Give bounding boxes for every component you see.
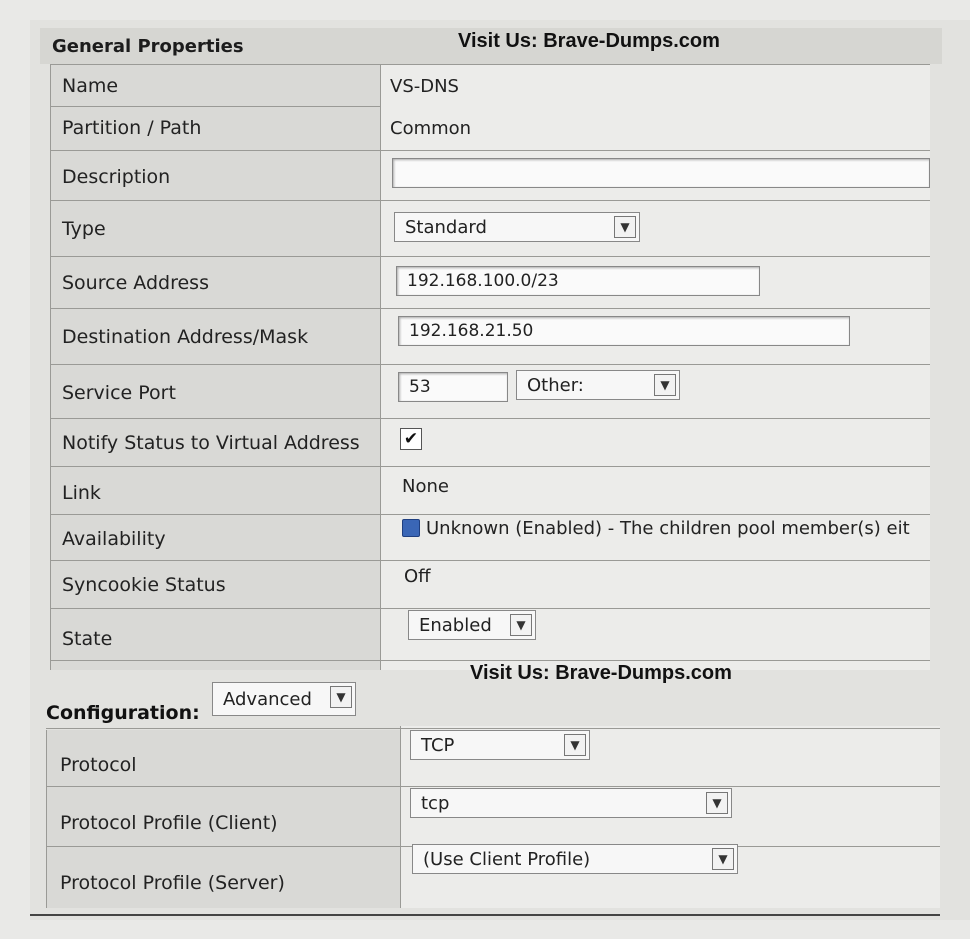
chevron-down-icon: ▼ (712, 848, 734, 870)
partition-label: Partition / Path (62, 117, 202, 139)
row-divider (46, 728, 940, 729)
chevron-down-icon: ▼ (510, 614, 532, 636)
client-profile-label: Protocol Profile (Client) (60, 812, 278, 834)
notify-status-checkbox[interactable] (400, 428, 422, 450)
state-label: State (62, 628, 113, 650)
chevron-down-icon: ▼ (614, 216, 636, 238)
left-border (50, 64, 51, 670)
client-profile-select[interactable] (410, 788, 732, 818)
row-divider (50, 150, 930, 151)
description-label: Description (62, 166, 171, 188)
chevron-down-icon: ▼ (564, 734, 586, 756)
link-label: Link (62, 482, 101, 504)
chevron-down-icon: ▼ (654, 374, 676, 396)
row-divider (50, 660, 930, 661)
name-value: VS-DNS (390, 75, 459, 97)
syncookie-status-label: Syncookie Status (62, 574, 226, 596)
availability-label: Availability (62, 528, 166, 550)
source-address-input[interactable]: 192.168.100.0/23 (396, 266, 760, 296)
service-port-label: Service Port (62, 382, 176, 404)
bottom-border (30, 914, 940, 916)
destination-address-input[interactable]: 192.168.21.50 (398, 316, 850, 346)
row-divider (50, 308, 930, 309)
checkmark-icon: ✔ (403, 429, 419, 449)
configuration-mode-value: Advanced (223, 688, 312, 710)
protocol-select[interactable] (410, 730, 590, 760)
client-profile-select-value: tcp (421, 792, 450, 814)
type-label: Type (62, 218, 106, 240)
column-divider (400, 726, 401, 908)
service-port-input[interactable]: 53 (398, 372, 508, 402)
configuration-mode-select[interactable] (212, 682, 356, 716)
server-profile-label: Protocol Profile (Server) (60, 872, 285, 894)
availability-value-wrap (402, 512, 910, 544)
destination-address-label: Destination Address/Mask (62, 326, 309, 348)
partition-value: Common (390, 117, 472, 139)
row-divider (50, 256, 930, 257)
general-value-column (380, 64, 930, 670)
type-select-value: Standard (405, 216, 487, 238)
name-label: Name (62, 75, 119, 97)
watermark-top: Visit Us: Brave-Dumps.com (458, 30, 720, 52)
source-address-label: Source Address (62, 272, 209, 294)
column-divider (380, 64, 381, 670)
status-unknown-icon (402, 519, 420, 537)
row-divider (50, 608, 930, 609)
server-profile-select-value: (Use Client Profile) (423, 848, 591, 870)
description-input[interactable] (392, 158, 930, 188)
protocol-select-value: TCP (421, 734, 455, 756)
type-select[interactable] (394, 212, 640, 242)
row-divider (50, 560, 930, 561)
general-properties-title: General Properties (52, 35, 244, 57)
state-select[interactable] (408, 610, 536, 640)
notify-status-label: Notify Status to Virtual Address (62, 432, 360, 454)
row-divider (46, 786, 940, 787)
watermark-mid: Visit Us: Brave-Dumps.com (470, 662, 732, 684)
chevron-down-icon: ▼ (330, 686, 352, 708)
row-divider (50, 64, 930, 65)
row-divider (50, 418, 930, 419)
server-profile-select[interactable] (412, 844, 738, 874)
configuration-title: Configuration: (46, 702, 200, 724)
syncookie-status-value: Off (404, 565, 431, 587)
availability-value: Unknown (Enabled) - The children pool member(s) eit (426, 517, 910, 539)
row-divider (50, 364, 930, 365)
service-port-select[interactable] (516, 370, 680, 400)
chevron-down-icon: ▼ (706, 792, 728, 814)
row-divider (50, 200, 930, 201)
link-value: None (402, 475, 449, 497)
row-divider (50, 106, 380, 107)
row-divider (50, 466, 930, 467)
service-port-select-value: Other: (527, 374, 584, 396)
left-border (46, 730, 47, 908)
protocol-label: Protocol (60, 754, 137, 776)
state-select-value: Enabled (419, 614, 492, 636)
